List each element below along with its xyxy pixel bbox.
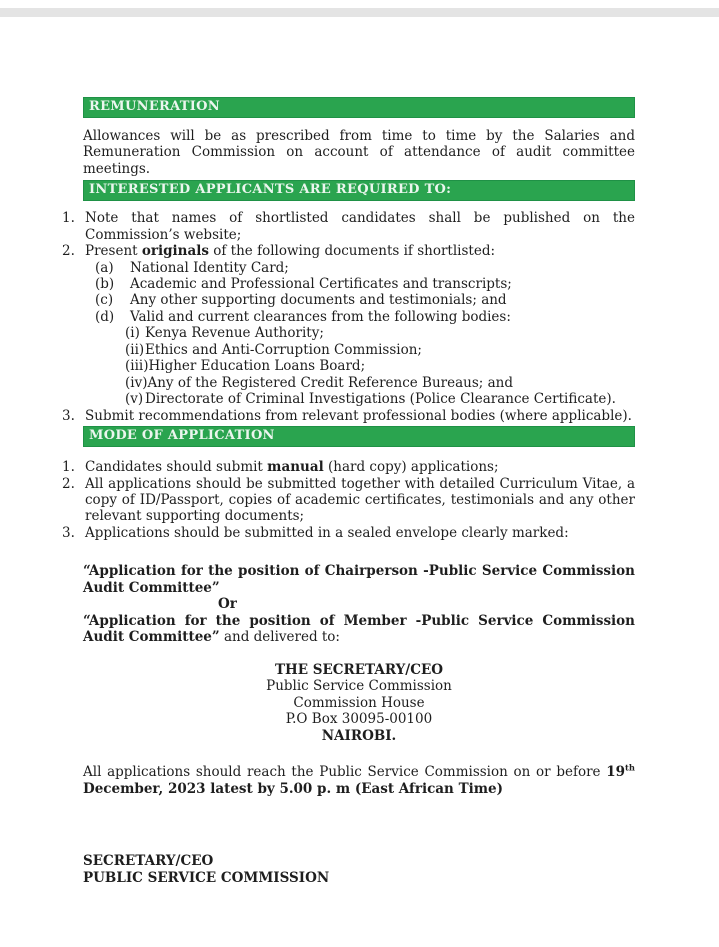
sublist-item-text: Any other supporting documents and testimonials; and xyxy=(130,292,507,309)
roman-list-item xyxy=(125,325,635,341)
sublist-item-text: Valid and current clearances from the following bodies: xyxy=(130,308,511,325)
roman-list-item xyxy=(125,375,635,391)
clearance-bodies-list xyxy=(125,325,635,407)
roman-item-text: Any of the Registered Credit Reference Bureaus; and xyxy=(147,374,514,391)
roman-item-text: Ethics and Anti-Corruption Commission; xyxy=(145,341,422,358)
list-marker: 3. xyxy=(62,524,75,541)
mode-list xyxy=(62,459,635,541)
list-marker: (b) xyxy=(95,276,115,292)
list-item-text: Present originals of the following documents if shortlisted: xyxy=(85,243,496,260)
address-pobox: P.O Box 30095-00100 xyxy=(285,711,433,728)
sublist-item xyxy=(95,260,635,276)
list-item xyxy=(62,210,635,243)
list-item xyxy=(62,459,635,475)
list-marker: (d) xyxy=(95,308,115,325)
list-marker: (i) xyxy=(125,325,140,342)
sublist-item xyxy=(95,309,635,325)
document-content xyxy=(62,97,635,886)
section-heading-remuneration: REMUNERATION xyxy=(83,97,635,118)
list-marker: 2. xyxy=(62,243,75,260)
list-marker: (c) xyxy=(95,292,114,309)
address-city: NAIROBI. xyxy=(321,727,397,744)
envelope-marking-block xyxy=(83,563,635,645)
sublist-item xyxy=(95,276,635,292)
required-list xyxy=(62,210,635,424)
list-item xyxy=(62,243,635,259)
list-marker: (ii) xyxy=(125,341,145,358)
envelope-chairperson-line: “Application for the position of Chairperson -Public Service Commission Audit Committee” xyxy=(83,563,635,596)
list-marker: (iii) xyxy=(125,358,149,375)
list-item xyxy=(62,408,635,424)
list-marker: 3. xyxy=(62,407,75,424)
signature-name: SECRETARY/CEO xyxy=(83,853,214,870)
sublist-item xyxy=(95,292,635,308)
signature-org: PUBLIC SERVICE COMMISSION xyxy=(83,869,330,886)
list-item-text: All applications should be submitted together with detailed Curriculum Vitae, a copy of ID/Passport, copies of academic certificates, testimonials and any other relevant supporting documents; xyxy=(85,475,635,525)
page-top-strip xyxy=(0,8,719,17)
list-item xyxy=(62,525,635,541)
roman-item-text: Directorate of Criminal Investigations (Police Clearance Certificate). xyxy=(145,391,616,408)
list-marker: 1. xyxy=(62,210,75,227)
delivery-address-block xyxy=(83,662,635,744)
section-heading-interested-applicants: INTERESTED APPLICANTS ARE REQUIRED TO: xyxy=(83,180,635,201)
sublist-item-text: National Identity Card; xyxy=(130,259,289,276)
remuneration-paragraph: Allowances will be as prescribed from time to time by the Salaries and Remuneration Commission on account of attendance of audit committee meetings. xyxy=(83,127,635,177)
list-item-text: Submit recommendations from relevant professional bodies (where applicable). xyxy=(85,407,632,424)
deadline-paragraph: All applications should reach the Public Service Commission on or before 19th December, 2023 latest by 5.00 p. m (East African Time) xyxy=(83,762,635,797)
list-item xyxy=(62,476,635,525)
sublist-item-text: Academic and Professional Certificates and transcripts; xyxy=(130,276,512,292)
list-marker: (iv) xyxy=(125,374,148,391)
address-recipient: THE SECRETARY/CEO xyxy=(274,661,444,678)
roman-list-item xyxy=(125,358,635,374)
list-marker: (a) xyxy=(95,259,114,276)
roman-list-item xyxy=(125,391,635,407)
list-marker: 2. xyxy=(62,475,75,492)
list-marker: 1. xyxy=(62,459,75,476)
documents-sublist xyxy=(95,260,635,326)
address-org: Public Service Commission xyxy=(266,678,452,695)
roman-list-item xyxy=(125,342,635,358)
or-separator: Or xyxy=(218,596,237,613)
list-item-text: Note that names of shortlisted candidates shall be published on the Commission’s website; xyxy=(85,210,635,243)
signature-block xyxy=(83,853,635,886)
roman-item-text: Higher Education Loans Board; xyxy=(148,358,366,375)
list-item-text: Candidates should submit manual (hard copy) applications; xyxy=(85,459,499,476)
envelope-member-line: “Application for the position of Member -Public Service Commission Audit Committee” and delivered to: xyxy=(83,612,635,646)
list-item-text: Applications should be submitted in a sealed envelope clearly marked: xyxy=(85,524,569,541)
roman-item-text: Kenya Revenue Authority; xyxy=(145,325,324,342)
section-heading-mode-of-application: MODE OF APPLICATION xyxy=(83,426,635,447)
address-building: Commission House xyxy=(293,694,425,711)
list-marker: (v) xyxy=(125,391,144,408)
